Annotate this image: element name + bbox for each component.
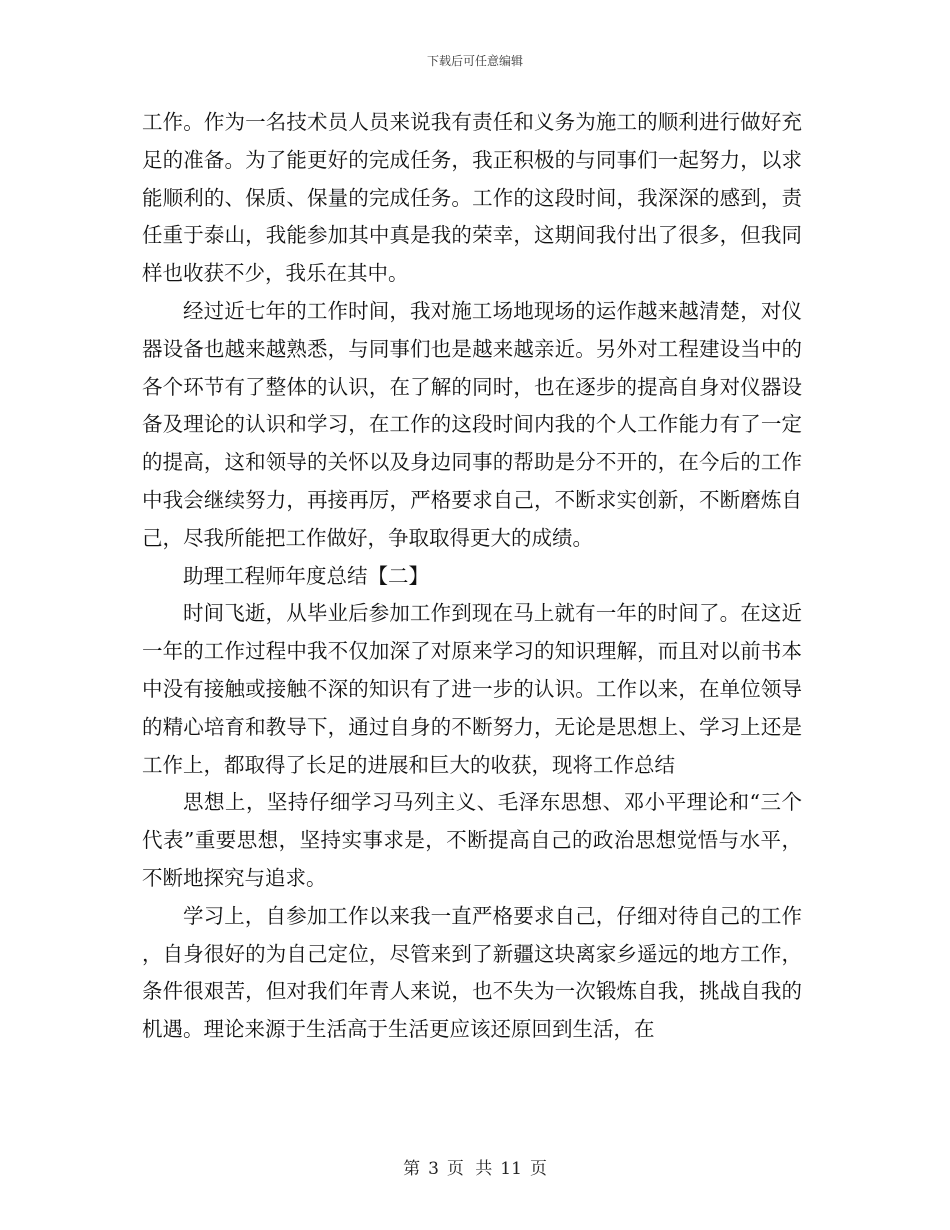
page-number-middle: 页 共 xyxy=(446,1159,493,1179)
paragraph-ideology: 思想上，坚持仔细学习马列主义、毛泽东思想、邓小平理论和“三个代表”重要思想，坚持实事求是，不断提高自己的政治思想觉悟与水平，不断地探究与追求。 xyxy=(142,790,802,890)
section-heading: 助理工程师年度总结【二】 xyxy=(183,563,429,588)
paragraph-continuation: 工作。作为一名技术员人员来说我有责任和义务为施工的顺利进行做好充足的准备。为了能更好的完成任务，我正积极的与同事们一起努力，以求能顺利的、保质、保量的完成任务。工作的这段时间，我深深的感到，责任重于泰山，我能参加其中真是我的荣幸，这期间我付出了很多，但我同样也收获不少，我乐在其中。 xyxy=(142,110,802,286)
document-body xyxy=(142,104,802,1049)
total-page-count: 11 xyxy=(500,1159,522,1179)
page-header: 下载后可任意编辑 xyxy=(426,54,523,68)
paragraph-study: 学习上，自参加工作以来我一直严格要求自己，仔细对待自己的工作，自身很好的为自己定位，尽管来到了新疆这块离家乡遥远的地方工作，条件很艰苦，但对我们年青人来说，也不失为一次锻炼自我，挑战自我的机遇。理论来源于生活高于生活更应该还原回到生活，在 xyxy=(142,903,802,1042)
page-number-prefix: 第 xyxy=(403,1159,421,1179)
page-footer xyxy=(0,1154,950,1179)
paragraph-intro: 时间飞逝，从毕业后参加工作到现在马上就有一年的时间了。在这近一年的工作过程中我不仅加深了对原来学习的知识理解，而且对以前书本中没有接触或接触不深的知识有了进一步的认识。工作以来，在单位领导的精心培育和教导下，通过自身的不断努力，无论是思想上、学习上还是工作上，都取得了长足的进展和巨大的收获，现将工作总结 xyxy=(142,601,802,777)
paragraph-work-experience: 经过近七年的工作时间，我对施工场地现场的运作越来越清楚，对仪器设备也越来越熟悉，与同事们也是越来越亲近。另外对工程建设当中的各个环节有了整体的认识，在了解的同时，也在逐步的提高自身对仪器设备及理论的认识和学习，在工作的这段时间内我的个人工作能力有了一定的提高，这和领导的关怀以及身边同事的帮助是分不开的，在今后的工作中我会继续努力，再接再厉，严格要求自己，不断求实创新，不断磨炼自己，尽我所能把工作做好，争取取得更大的成绩。 xyxy=(142,298,802,550)
current-page-number: 3 xyxy=(428,1159,439,1179)
page-number-suffix: 页 xyxy=(529,1159,547,1179)
